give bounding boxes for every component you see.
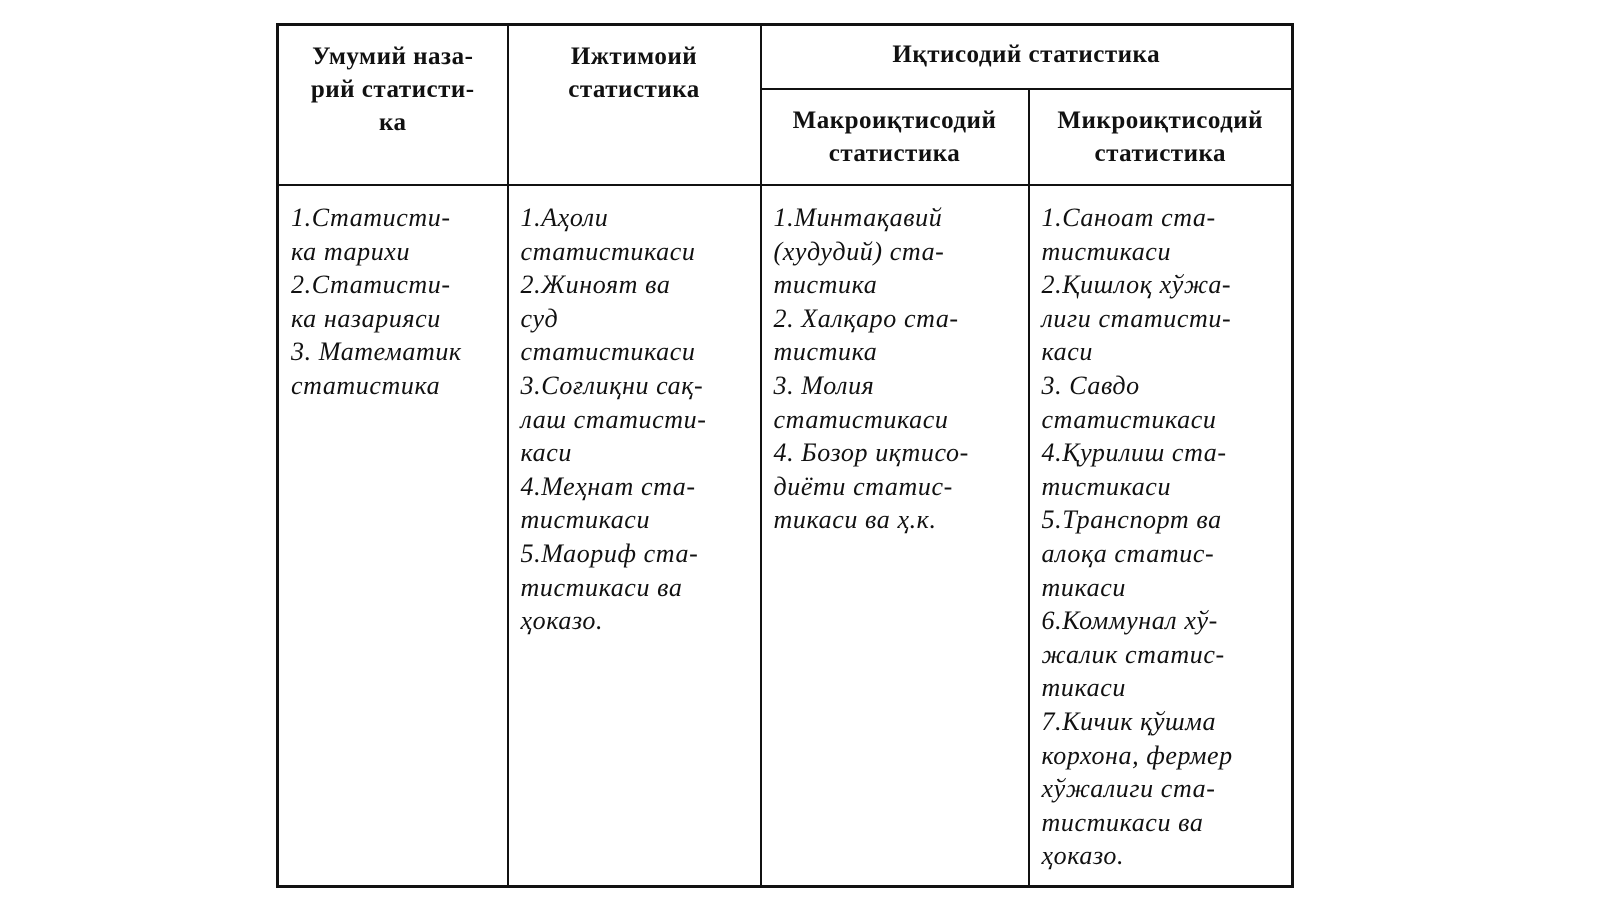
header-social-label: Ижтимоий статистика <box>568 43 700 103</box>
header-row-top <box>278 25 1293 90</box>
cell-micro-text: 1.Саноат ста- тистикаси 2.Қишлоқ хўжа- лиги статисти- каси 3. Савдо статистикаси 4.Қурилиш ста- тистикаси 5.Транспорт ва алоқа статис- тикаси 6.Коммунал хў- жалик статис- тикаси 7.Кичик қўшма корхона, фермер хўжалиги ста- тистикаси ва ҳоказо. <box>1041 203 1233 871</box>
header-general-label: Умумий наза- рий статисти- ка <box>310 43 475 136</box>
header-micro-label: Микроиқтисодий статистика <box>1057 107 1264 167</box>
cell-general-statistics <box>278 185 508 887</box>
cell-macroeconomic-statistics <box>761 185 1029 887</box>
cell-social-statistics <box>508 185 761 887</box>
header-macro-label: Макроиқтисодий статистика <box>792 107 997 167</box>
cell-microeconomic-statistics <box>1029 185 1293 887</box>
content-row <box>278 185 1293 887</box>
header-social-statistics <box>508 25 761 186</box>
cell-macro-text: 1.Минтақавий (худудий) ста- тистика 2. Халқаро ста- тистика 3. Молия статистикаси 4. Бозор иқтисо- диёти статис- тикаси ва ҳ.к. <box>773 203 969 535</box>
header-general-statistics <box>278 25 508 186</box>
statistics-classification-table <box>276 23 1294 888</box>
header-macroeconomic-statistics <box>761 89 1029 185</box>
cell-social-text: 1.Аҳоли статистикаси 2.Жиноят ва суд статистикаси 3.Соғлиқни сақ- лаш статисти- каси 4.Меҳнат ста- тистикаси 5.Маориф ста- тистикаси ва ҳоказо. <box>520 203 707 636</box>
header-economic-label: Иқтисодий статистика <box>892 41 1161 68</box>
header-economic-statistics <box>761 25 1293 90</box>
cell-general-text: 1.Статисти- ка тарихи 2.Статисти- ка назарияси 3. Математик статистика <box>291 203 462 400</box>
header-microeconomic-statistics <box>1029 89 1293 185</box>
